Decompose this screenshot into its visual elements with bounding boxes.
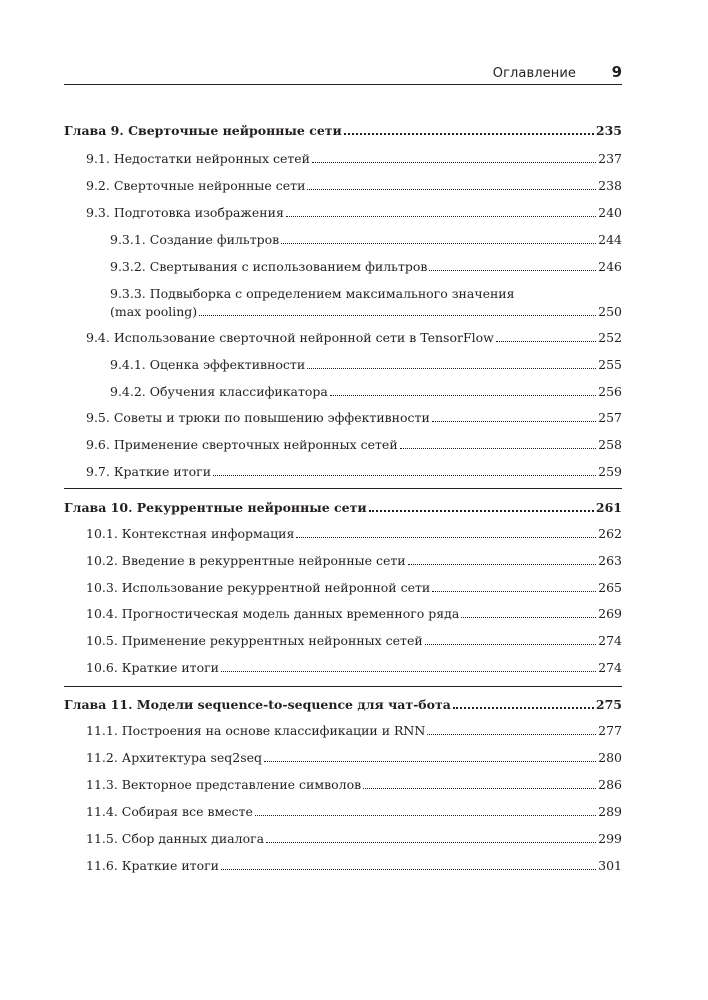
dot-leader: [307, 177, 596, 190]
dot-leader: [221, 857, 596, 870]
toc-item-label: 9.3. Подготовка изображения: [86, 205, 284, 220]
toc-item-page: 259: [598, 464, 622, 479]
dot-leader: [432, 409, 596, 422]
toc-item[interactable]: [86, 776, 622, 794]
toc-item-page: 250: [598, 304, 622, 319]
toc-item-page: 265: [598, 580, 622, 595]
page-number: 9: [611, 63, 622, 81]
toc-chapter-9[interactable]: [64, 121, 622, 139]
toc-item-page: 274: [598, 633, 622, 648]
toc-item-label: 9.5. Советы и трюки по повышению эффективности: [86, 410, 430, 425]
toc-item-page: 280: [598, 750, 622, 765]
toc-item[interactable]: [110, 383, 622, 401]
chapter-page: 275: [595, 697, 622, 712]
dot-leader: [312, 150, 596, 163]
toc-item[interactable]: [86, 177, 622, 195]
dot-leader: [408, 552, 597, 565]
dot-leader: [221, 659, 596, 672]
toc-item[interactable]: [86, 204, 622, 222]
dot-leader: [266, 830, 596, 843]
toc-item-page: 263: [598, 553, 622, 568]
toc-item[interactable]: [86, 552, 622, 570]
dot-leader: [264, 749, 596, 762]
toc-item-label: 11.5. Сбор данных диалога: [86, 831, 265, 846]
dot-leader: [296, 525, 596, 538]
toc-item-page: 274: [598, 660, 622, 675]
dot-leader: [369, 498, 594, 512]
toc-item-page: 246: [598, 259, 622, 274]
toc-item-label: 9.3.2. Свертывания с использованием фильтров: [110, 259, 428, 274]
toc-item-label: 9.6. Применение сверточных нейронных сетей: [86, 437, 398, 452]
toc-item-label: 10.3. Использование рекуррентной нейронной сети: [86, 580, 431, 595]
toc-item[interactable]: [110, 231, 622, 249]
toc-item-label: 9.4. Использование сверточной нейронной сети в TensorFlow: [86, 330, 494, 345]
toc-item-label: 9.4.2. Обучения классификатора: [110, 384, 328, 399]
chapter-title: Глава 9. Сверточные нейронные сети: [64, 123, 342, 138]
toc-item-label: 11.2. Архитектура seq2seq: [86, 750, 263, 765]
toc-item-label-line1: 9.3.3. Подвыборка с определением максимального значения: [110, 286, 515, 301]
toc-item-label: 9.3.1. Создание фильтров: [110, 232, 280, 247]
dot-leader: [213, 463, 596, 476]
toc-item-label: 11.1. Построения на основе классификации и RNN: [86, 723, 426, 738]
toc-item-page: 237: [598, 151, 622, 166]
toc-item-page: 238: [598, 178, 622, 193]
toc-item-continuation[interactable]: [110, 303, 622, 321]
chapter-divider: [64, 488, 622, 489]
toc-item-page: 258: [598, 437, 622, 452]
dot-leader: [453, 695, 594, 709]
toc-item[interactable]: [86, 409, 622, 427]
dot-leader: [330, 383, 596, 396]
dot-leader: [496, 329, 596, 342]
toc-item-label: 10.5. Применение рекуррентных нейронных сетей: [86, 633, 423, 648]
toc-item-label: 10.4. Прогностическая модель данных временного ряда: [86, 606, 460, 621]
toc-item[interactable]: [86, 150, 622, 168]
toc-item-label: 9.4.1. Оценка эффективности: [110, 357, 306, 372]
toc-item-page: 262: [598, 526, 622, 541]
chapter-title: Глава 11. Модели sequence-to-sequence для чат-бота: [64, 697, 451, 712]
dot-leader: [429, 258, 596, 271]
chapter-page: 235: [595, 123, 622, 138]
dot-leader: [255, 803, 596, 816]
chapter-page: 261: [595, 500, 622, 515]
toc-item-page: 252: [598, 330, 622, 345]
toc-item[interactable]: [86, 329, 622, 347]
toc-item-label: 10.1. Контекстная информация: [86, 526, 295, 541]
toc-item-label: 11.4. Собирая все вместе: [86, 804, 253, 819]
toc-item-label: 11.6. Краткие итоги: [86, 858, 219, 873]
toc-item-page: 289: [598, 804, 622, 819]
toc-item-multiline[interactable]: [110, 285, 622, 303]
toc-item-label: 9.1. Недостатки нейронных сетей: [86, 151, 311, 166]
toc-item[interactable]: [86, 579, 622, 597]
toc-item[interactable]: [86, 830, 622, 848]
toc-item-page: 257: [598, 410, 622, 425]
dot-leader: [461, 605, 596, 618]
dot-leader: [400, 436, 596, 449]
toc-item[interactable]: [86, 525, 622, 543]
toc-item-page: 286: [598, 777, 622, 792]
toc-item-label: 9.2. Сверточные нейронные сети: [86, 178, 306, 193]
dot-leader: [281, 231, 596, 244]
dot-leader: [307, 356, 596, 369]
running-head: [64, 62, 622, 85]
toc-item[interactable]: [86, 722, 622, 740]
toc-item-label-line2: (max pooling): [110, 304, 198, 319]
toc-item-page: 277: [598, 723, 622, 738]
dot-leader: [425, 632, 596, 645]
toc-item-page: 244: [598, 232, 622, 247]
dot-leader: [432, 579, 596, 592]
toc-item-page: 256: [598, 384, 622, 399]
toc-item[interactable]: [86, 857, 622, 875]
dot-leader: [199, 303, 596, 316]
toc-item[interactable]: [86, 803, 622, 821]
toc-chapter-10[interactable]: [64, 498, 622, 516]
dot-leader: [427, 722, 596, 735]
dot-leader: [286, 204, 596, 217]
toc-item[interactable]: [86, 659, 622, 677]
toc-item-page: 301: [598, 858, 622, 873]
toc-item[interactable]: [86, 436, 622, 454]
toc-item-label: 9.7. Краткие итоги: [86, 464, 212, 479]
toc-item-page: 269: [598, 606, 622, 621]
toc-item[interactable]: [110, 258, 622, 276]
chapter-divider: [64, 686, 622, 687]
toc-item-page: 240: [598, 205, 622, 220]
toc-item[interactable]: [110, 356, 622, 374]
toc-item-page: 255: [598, 357, 622, 372]
running-head-title: Оглавление: [492, 66, 576, 81]
toc-item[interactable]: [86, 605, 622, 623]
toc-item-label: 11.3. Векторное представление символов: [86, 777, 362, 792]
chapter-title: Глава 10. Рекуррентные нейронные сети: [64, 500, 367, 515]
dot-leader: [344, 121, 594, 135]
toc-item[interactable]: [86, 632, 622, 650]
toc-item[interactable]: [86, 749, 622, 767]
toc-item-label: 10.6. Краткие итоги: [86, 660, 219, 675]
toc-item-page: 299: [598, 831, 622, 846]
dot-leader: [363, 776, 596, 789]
toc-item-label: 10.2. Введение в рекуррентные нейронные сети: [86, 553, 406, 568]
toc-chapter-11[interactable]: [64, 695, 622, 713]
toc-item[interactable]: [86, 463, 622, 481]
